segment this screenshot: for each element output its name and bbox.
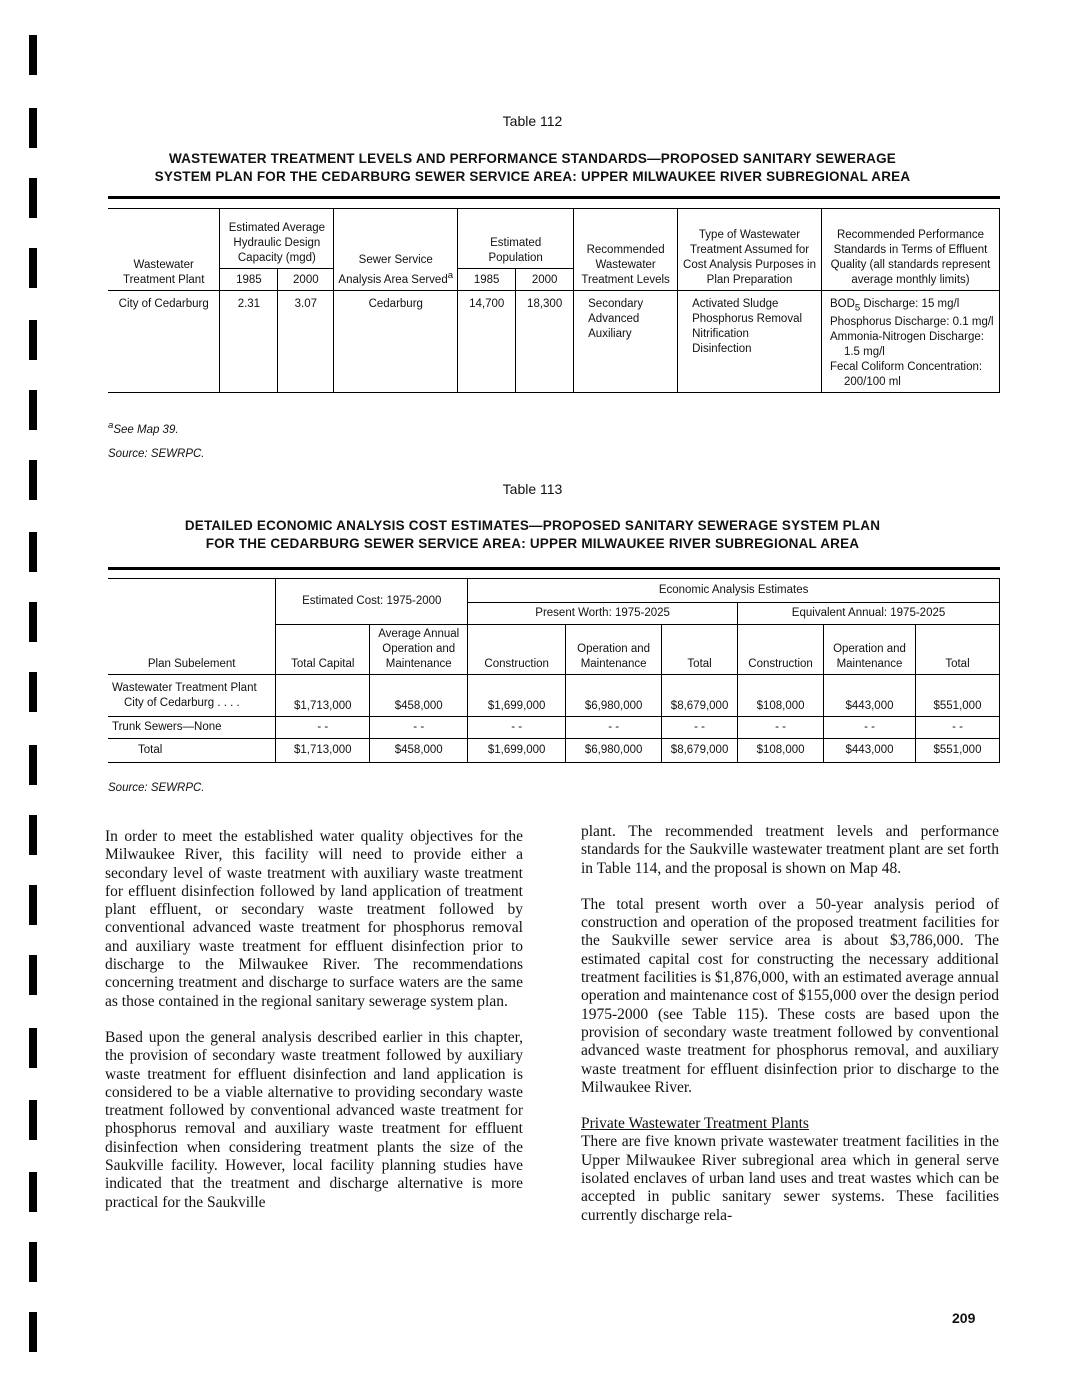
type-item: Phosphorus Removal	[692, 313, 803, 325]
table-112-source: Source: SEWRPC.	[108, 448, 205, 460]
cell-value: $443,000	[824, 675, 916, 717]
table-112-label: Table 112	[502, 113, 563, 129]
col-header-construction: Construction	[468, 625, 566, 675]
standard-item: Phosphorus Discharge: 0.1 mg/l	[829, 316, 994, 329]
standard-item: Fecal Coliform Concentration:	[829, 361, 983, 374]
cell-value: $551,000	[915, 739, 999, 763]
cell-value: - -	[824, 717, 916, 739]
paragraph: plant. The recommended treatment levels and performance standards for the Saukville wastewater treatment plant are set forth in Table 114, and the proposal is shown on Map 48.	[581, 823, 999, 877]
type-item: Activated Sludge	[692, 298, 779, 310]
level-item: Auxiliary	[588, 328, 632, 340]
standard-item: Ammonia-Nitrogen Discharge:	[829, 331, 984, 344]
col-header-economic: Economic Analysis Estimates	[468, 579, 1000, 603]
cell-value: - -	[276, 717, 370, 739]
page-number: 209	[952, 1310, 976, 1326]
table-row-total	[108, 739, 1000, 763]
cell-plant: City of Cedarburg	[108, 291, 220, 393]
binding-mark	[29, 745, 37, 785]
row-label-line: City of Cedarburg . . . .	[124, 696, 240, 709]
footnote-text: See Map 39.	[113, 423, 179, 436]
paragraph: Based upon the general analysis described earlier in this chapter, the provision of secondary waste treatment followed by auxiliary waste treatment for effluent disinfection and land application is considered to be a viable alternative to providing secondary waste treatment followed by conventional advanced waste treatment for phosphorus removal and auxiliary waste treatment for effluent disinfection when considering treatment plants the size of the Saukville facility. However, local facility planning studies have indicated that the treatment and discharge alternative is more practical for the Saukville	[105, 1028, 523, 1211]
col-header-subelement: Plan Subelement	[108, 579, 276, 675]
standard-item: 200/100 ml	[843, 376, 901, 389]
title-line: FOR THE CEDARBURG SEWER SERVICE AREA: UPPER MILWAUKEE RIVER SUBREGIONAL AREA	[205, 536, 860, 551]
paragraph: The total present worth over a 50-year analysis period of construction and operation of the proposed treatment facilities for the Saukville sewer service area is about $3,786,000. The estimated capital cost for constructing the necessary additional treatment facilities is $1,876,000, with an estimated average annual operation and maintenance cost of $155,000 over the design period 1975-2000 (see Table 115). These costs are based upon the provision of secondary waste treatment followed by conventional advanced waste treatment for phosphorus removal, and auxiliary waste treatment for effluent disinfection prior to discharge to the Milwaukee River.	[581, 895, 999, 1096]
title-line: WASTEWATER TREATMENT LEVELS AND PERFORMANCE STANDARDS—PROPOSED SANITARY SEWERAGE	[168, 151, 897, 166]
footnote-marker: a	[108, 420, 114, 431]
right-column	[581, 823, 999, 1243]
binding-mark	[29, 320, 37, 360]
cell-standards	[821, 291, 999, 393]
binding-mark	[29, 35, 37, 75]
col-header-construction: Construction	[738, 625, 824, 675]
col-header-operation: Operation and Maintenance	[824, 625, 916, 675]
table-112	[108, 208, 1000, 393]
table-113-source: Source: SEWRPC.	[108, 782, 205, 794]
col-header-year: 1985	[220, 269, 278, 291]
binding-mark	[29, 955, 37, 995]
table-top-rule	[108, 196, 1000, 199]
cell-value: $108,000	[738, 739, 824, 763]
col-header-type: Type of Wastewater Treatment Assumed for Cost Analysis Purposes in Plan Preparation	[678, 209, 822, 291]
binding-mark	[29, 815, 37, 855]
left-column	[105, 828, 523, 1230]
cell-area: Cedarburg	[334, 291, 458, 393]
cell-value: $458,000	[370, 739, 468, 763]
table-112-footnote	[108, 420, 179, 436]
cell-capacity-1985: 2.31	[220, 291, 278, 393]
cell-value: $1,713,000	[276, 675, 370, 717]
table-row	[108, 675, 1000, 717]
col-header-present-worth: Present Worth: 1975-2025	[468, 603, 738, 625]
row-label: Total	[108, 739, 276, 763]
title-line: DETAILED ECONOMIC ANALYSIS COST ESTIMATES—PROPOSED SANITARY SEWERAGE SYSTEM PLAN	[184, 518, 881, 533]
table-113-title	[0, 517, 1065, 553]
col-header-equivalent-annual: Equivalent Annual: 1975-2025	[738, 603, 1000, 625]
col-header-total: Total	[662, 625, 738, 675]
paragraph: In order to meet the established water quality objectives for the Milwaukee River, this facility will need to provide either a secondary level of waste treatment with auxiliary waste treatment for effluent disinfection followed by land application of treatment plant effluent, or secondary waste treatment followed by conventional advanced waste treatment for phosphorus removal and auxiliary waste treatment for effluent disinfection prior to discharge to the Milwaukee River. The recommendations concerning treatment and discharge to surface waters are the same as those contained in the regional sanitary sewerage system plan.	[105, 828, 523, 1010]
table-top-rule	[108, 567, 1000, 570]
cell-value: $1,699,000	[468, 739, 566, 763]
binding-mark	[29, 885, 37, 925]
binding-mark	[29, 1172, 37, 1212]
table-113-label: Table 113	[502, 481, 563, 497]
col-header-standards: Recommended Performance Standards in Terms of Effluent Quality (all standards represent average monthly limits)	[821, 209, 999, 291]
binding-mark	[29, 1242, 37, 1282]
level-item: Secondary	[588, 298, 644, 310]
col-header-year: 2000	[278, 269, 334, 291]
cell-value: $458,000	[370, 675, 468, 717]
standard-item: 1.5 mg/l	[843, 346, 885, 359]
col-header-capacity: Estimated Average Hydraulic Design Capacity (mgd)	[220, 209, 334, 269]
cell-capacity-2000: 3.07	[278, 291, 334, 393]
row-label-line: Wastewater Treatment Plant	[112, 681, 257, 694]
cell-value: $8,679,000	[662, 739, 738, 763]
section-heading	[581, 1115, 999, 1133]
table-row	[108, 291, 1000, 393]
binding-mark	[29, 248, 37, 288]
binding-mark	[29, 1028, 37, 1068]
row-label: Trunk Sewers—None	[108, 717, 276, 739]
bod-text: BOD	[829, 298, 855, 310]
section-heading-text: Private Wastewater Treatment Plants	[581, 1115, 809, 1133]
cell-value: $6,980,000	[566, 675, 662, 717]
col-header-sewer-area	[334, 209, 458, 291]
cell-pop-1985: 14,700	[458, 291, 516, 393]
col-header-total: Total	[915, 625, 999, 675]
binding-mark	[29, 602, 37, 642]
paragraph: There are five known private wastewater treatment facilities in the Upper Milwaukee River subregional area which in general serve isolated enclaves of urban land uses and treat wastes which can be accepted in public sanitary sewer systems. These facilities currently discharge rela-	[581, 1133, 999, 1224]
cell-value: - -	[566, 717, 662, 739]
type-item: Disinfection	[692, 343, 752, 355]
col-header-est-cost: Estimated Cost: 1975-2000	[276, 579, 468, 625]
table-row	[108, 717, 1000, 739]
binding-mark	[29, 672, 37, 712]
cell-value: $8,679,000	[662, 675, 738, 717]
col-header-avg-annual: Average Annual Operation and Maintenance	[370, 625, 468, 675]
cell-value: $443,000	[824, 739, 916, 763]
col-header-levels: Recommended Wastewater Treatment Levels	[574, 209, 678, 291]
cell-pop-2000: 18,300	[516, 291, 574, 393]
cell-levels	[574, 291, 678, 393]
title-line: SYSTEM PLAN FOR THE CEDARBURG SEWER SERVICE AREA: UPPER MILWAUKEE RIVER SUBREGIONAL AREA	[154, 169, 911, 184]
col-header-year: 1985	[458, 269, 516, 291]
table-112-title	[0, 150, 1065, 186]
level-item: Advanced	[588, 313, 640, 325]
standard-item	[830, 297, 995, 315]
cell-value: $551,000	[915, 675, 999, 717]
cell-value: - -	[738, 717, 824, 739]
cell-value: $1,713,000	[276, 739, 370, 763]
col-header-plant: Wastewater Treatment Plant	[108, 209, 220, 291]
cell-value: $6,980,000	[566, 739, 662, 763]
col-header-total-capital: Total Capital	[276, 625, 370, 675]
bod-subscript: 5	[854, 302, 861, 314]
header-text: Sewer Service Analysis Area Served	[338, 254, 448, 286]
cell-value: - -	[370, 717, 468, 739]
binding-mark	[29, 390, 37, 430]
cell-value: $108,000	[738, 675, 824, 717]
binding-mark	[29, 1312, 37, 1352]
footnote-marker: a	[447, 270, 454, 282]
cell-value: - -	[468, 717, 566, 739]
col-header-year: 2000	[516, 269, 574, 291]
col-header-population: Estimated Population	[458, 209, 574, 269]
cell-value: - -	[662, 717, 738, 739]
cell-value: $1,699,000	[468, 675, 566, 717]
table-113	[108, 578, 1000, 763]
col-header-operation: Operation and Maintenance	[566, 625, 662, 675]
type-item: Nitrification	[692, 328, 749, 340]
cell-value: - -	[915, 717, 999, 739]
binding-mark	[29, 1100, 37, 1140]
cell-types	[678, 291, 822, 393]
bod-text: Discharge: 15 mg/l	[860, 298, 960, 310]
row-label	[108, 675, 276, 717]
